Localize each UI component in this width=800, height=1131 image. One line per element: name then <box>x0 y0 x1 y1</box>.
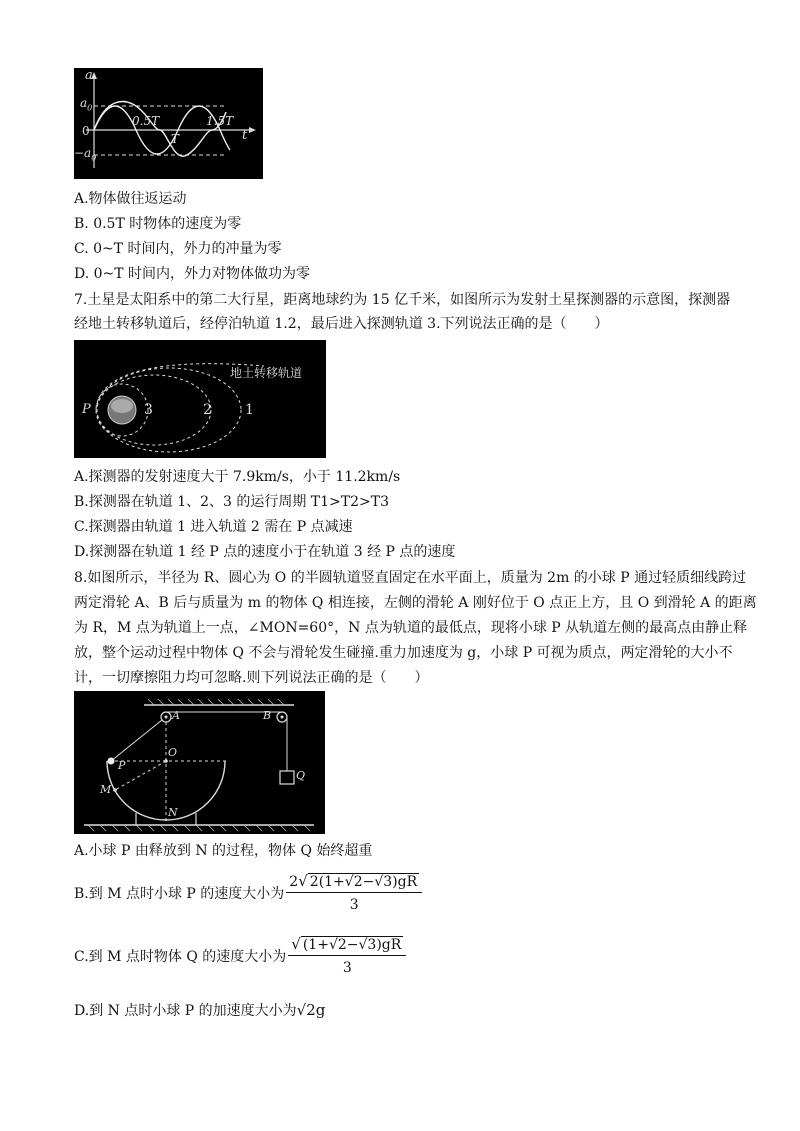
q8-option-b <box>74 872 422 913</box>
q7-option-d: D.探测器在轨道 1 经 P 点的速度小于在轨道 3 经 P 点的速度 <box>74 544 456 560</box>
q6-option-d: D. 0~T 时间内，外力对物体做功为零 <box>74 266 311 282</box>
q7-stem-line-2: 经地土转移轨道后，经停泊轨道 1.2，最后进入探测轨道 3.下列说法正确的是（ ） <box>74 316 609 332</box>
orbit-2-label: 2 <box>203 402 212 418</box>
q6-option-a: A.物体做往返运动 <box>74 191 187 207</box>
origin-label: 0 <box>82 124 90 138</box>
semicircle-pulley-diagram <box>74 691 325 834</box>
center-o-label: O <box>168 746 178 759</box>
transfer-orbit-label: 地土转移轨道 <box>230 366 303 380</box>
q8-option-c <box>74 935 406 976</box>
q8-option-b-fraction: $\frac{2√ 2(1+√2-√3)gR}{3}$ <box>286 872 422 913</box>
q8-stem-line-3: 为 R，M 点为轨道上一点，∠MON=60°，N 点为轨道的最低点，现将小球 P 从轨道左侧的最高点由静止释 <box>74 620 748 636</box>
q7-option-b: B.探测器在轨道 1、2、3 的运行周期 T1>T2>T3 <box>74 494 390 510</box>
q8-option-c-text: C.到 M 点时物体 Q 的速度大小为 <box>74 948 287 965</box>
one-and-half-period-label: 1.5T <box>206 114 234 128</box>
orbit-3-label: 3 <box>144 402 153 418</box>
q6-option-b: B. 0.5T 时物体的速度为零 <box>74 216 242 232</box>
q7-stem-line-1: 7.土星是太阳系中的第二大行星，距离地球约为 15 亿千米，如图所示为发射土星探测器的示意图，探测器 <box>74 292 731 308</box>
point-p-label: P <box>82 402 91 417</box>
q8-option-a: A.小球 P 由释放到 N 的过程，物体 Q 始终超重 <box>74 843 373 859</box>
orbit-1-label: 1 <box>245 402 254 418</box>
q8-option-c-fraction: $\frac{√ (1+√2-√3)gR}{3}$ <box>288 935 406 976</box>
q8-stem-line-2: 两定滑轮 A、B 后与质量为 m 的物体 Q 相连接，左侧的滑轮 A 刚好位于 O 点正上方，且 O 到滑轮 A 的距离 <box>74 595 757 611</box>
q8-stem-line-4: 放，整个运动过程中物体 Q 不会与滑轮发生碰撞.重力加速度为 g，小球 P 可视为质点，两定滑轮的大小不 <box>74 645 733 661</box>
q8-option-b-text: B.到 M 点时小球 P 的速度大小为 <box>74 885 285 902</box>
point-n-label: N <box>168 806 178 819</box>
axis-y-label: a <box>85 68 93 83</box>
q7-option-a: A.探测器的发射速度大于 7.9km/s，小于 11.2km/s <box>74 469 401 485</box>
ball-p-label: P <box>118 759 126 772</box>
q8-option-d <box>74 1000 325 1020</box>
axis-x-label: t <box>242 128 248 143</box>
half-period-label: 0.5T <box>132 114 160 128</box>
acceleration-time-graph <box>74 68 263 179</box>
point-m-label: M <box>100 783 112 796</box>
neg-a0-label: $-a_0$ <box>74 146 97 163</box>
pulley-b-label: B <box>263 709 272 722</box>
a0-label: $a_0$ <box>80 96 93 113</box>
q8-option-d-value: √2g <box>296 1001 326 1019</box>
block-q-label: Q <box>296 769 306 782</box>
q8-stem-line-5: 计，一切摩擦阻力均可忽略.则下列说法正确的是（ ） <box>74 670 429 686</box>
q8-option-d-text: D.到 N 点时小球 P 的加速度大小为 <box>74 1003 297 1019</box>
saturn-orbit-diagram <box>74 340 326 458</box>
q6-option-c: C. 0~T 时间内，外力的冲量为零 <box>74 241 282 257</box>
q7-option-c: C.探测器由轨道 1 进入轨道 2 需在 P 点减速 <box>74 519 353 535</box>
q8-stem-line-1: 8.如图所示，半径为 R、圆心为 O 的半圆轨道竖直固定在水平面上，质量为 2m 的小球 P 通过轻质细线跨过 <box>74 570 747 586</box>
period-label: T <box>171 132 180 146</box>
pulley-a-label: A <box>172 709 180 722</box>
